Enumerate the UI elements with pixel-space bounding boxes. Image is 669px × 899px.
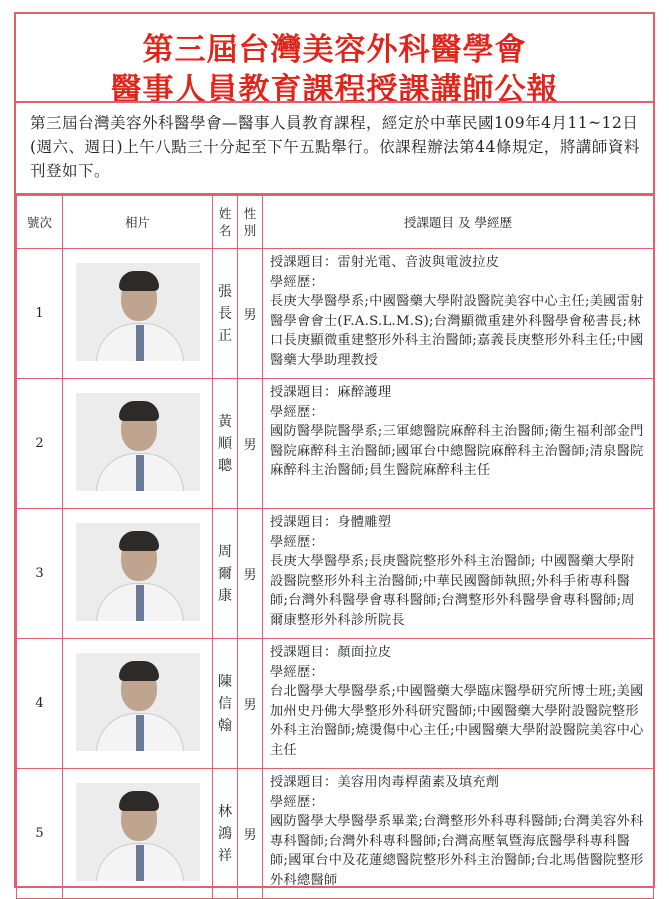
lecturer-sex: 男	[238, 509, 263, 639]
background-text: 國防醫學院醫學系;三軍總醫院麻醉科主治醫師;衛生福利部金門醫院麻醉科主治醫師;國軍台中總醫院麻醉科主治醫師;清泉醫院麻醉科主治醫師;員生醫院麻醉科主任	[270, 424, 644, 478]
background-text: 長庚大學醫學系;長庚醫院整形外科主治醫師; 中國醫藥大學附設醫院整形外科主治醫師;中華民國醫師執照;外科手術專科醫師;台灣外科醫學會專科醫師;台灣整形外科醫學會專科醫師;周爾康整形外科診所院長	[270, 554, 635, 628]
lecturer-sex: 男	[238, 379, 263, 509]
lecturer-photo	[63, 509, 213, 639]
row-number: 5	[17, 769, 63, 899]
row-number: 4	[17, 639, 63, 769]
lecturer-info	[263, 509, 654, 639]
background-label: 學經歷：	[270, 664, 324, 680]
lecturer-name: 黃順聰	[213, 379, 238, 509]
row-number: 1	[17, 249, 63, 379]
lecturer-info	[263, 249, 654, 379]
lecturer-photo	[63, 379, 213, 509]
table-header-row	[17, 196, 654, 249]
lecturer-name: 林鴻祥	[213, 769, 238, 899]
table-row	[17, 379, 654, 509]
header-info: 授課題目 及 學經歷	[263, 196, 654, 249]
lecturer-name: 周爾康	[213, 509, 238, 639]
row-number: 2	[17, 379, 63, 509]
lecturer-info	[263, 769, 654, 899]
background-text: 國防醫學大學醫學系畢業;台灣整形外科專科醫師;台灣美容外科專科醫師;台灣外科專科醫師;台灣高壓氧暨海底醫學科專科醫師;國軍台中及花蓮總醫院整形外科主治醫師;台北馬偕醫院整形外科總醫師	[270, 814, 644, 888]
bulletin-frame	[14, 12, 655, 888]
lecture-topic: 授課題目：顏面拉皮	[270, 645, 392, 660]
lecturer-info	[263, 639, 654, 769]
lecture-topic: 授課題目：美容用肉毒桿菌素及填充劑	[270, 775, 500, 790]
intro-paragraph: 第三屆台灣美容外科醫學會—醫事人員教育課程，經定於中華民國109年4月11~12日(週六、週日)上午八點三十分起至下午五點舉行。依課程辦法第44條規定，將講師資料刊登如下。	[16, 101, 653, 195]
lecture-topic: 授課題目：雷射光電、音波與電波拉皮	[270, 255, 500, 270]
table-row	[17, 769, 654, 899]
header-name: 姓名	[213, 196, 238, 249]
table-row	[17, 249, 654, 379]
lecturer-photo	[63, 249, 213, 379]
background-label: 學經歷：	[270, 404, 324, 420]
lecturer-sex: 男	[238, 639, 263, 769]
background-text: 長庚大學醫學系;中國醫藥大學附設醫院美容中心主任;美國雷射醫學會會士(F.A.S.L.M.S);台灣顯微重建外科醫學會秘書長;林口長庚顯微重建整形外科主治醫師;嘉義長庚整形外科主任;中國醫藥大學助理教授	[270, 294, 644, 368]
header-no: 號次	[17, 196, 63, 249]
header-sex: 性別	[238, 196, 263, 249]
header-photo: 相片	[63, 196, 213, 249]
lecturer-photo	[63, 769, 213, 899]
lecturer-info	[263, 379, 654, 509]
lecturer-sex: 男	[238, 249, 263, 379]
background-label: 學經歷：	[270, 534, 324, 550]
title-line-2: 醫事人員教育課程授課講師公報	[110, 72, 559, 108]
title-line-1: 第三屆台灣美容外科醫學會	[142, 32, 527, 68]
background-label: 學經歷：	[270, 794, 324, 810]
row-number: 3	[17, 509, 63, 639]
background-label: 學經歷：	[270, 274, 324, 290]
lecturer-name: 陳信翰	[213, 639, 238, 769]
lecturer-photo	[63, 639, 213, 769]
table-row	[17, 509, 654, 639]
table-row	[17, 639, 654, 769]
lecturer-name: 張長正	[213, 249, 238, 379]
lecture-topic: 授課題目：身體雕塑	[270, 515, 392, 530]
lecturer-table	[16, 195, 654, 899]
background-text: 台北醫學大學醫學系;中國醫藥大學臨床醫學研究所博士班;美國加州史丹佛大學整形外科研究醫師;中國醫藥大學附設醫院整形外科主治醫師;燒燙傷中心主任;中國醫藥大學附設醫院美容中心主任	[270, 684, 644, 758]
lecture-topic: 授課題目：麻醉護理	[270, 385, 392, 400]
lecturer-sex: 男	[238, 769, 263, 899]
